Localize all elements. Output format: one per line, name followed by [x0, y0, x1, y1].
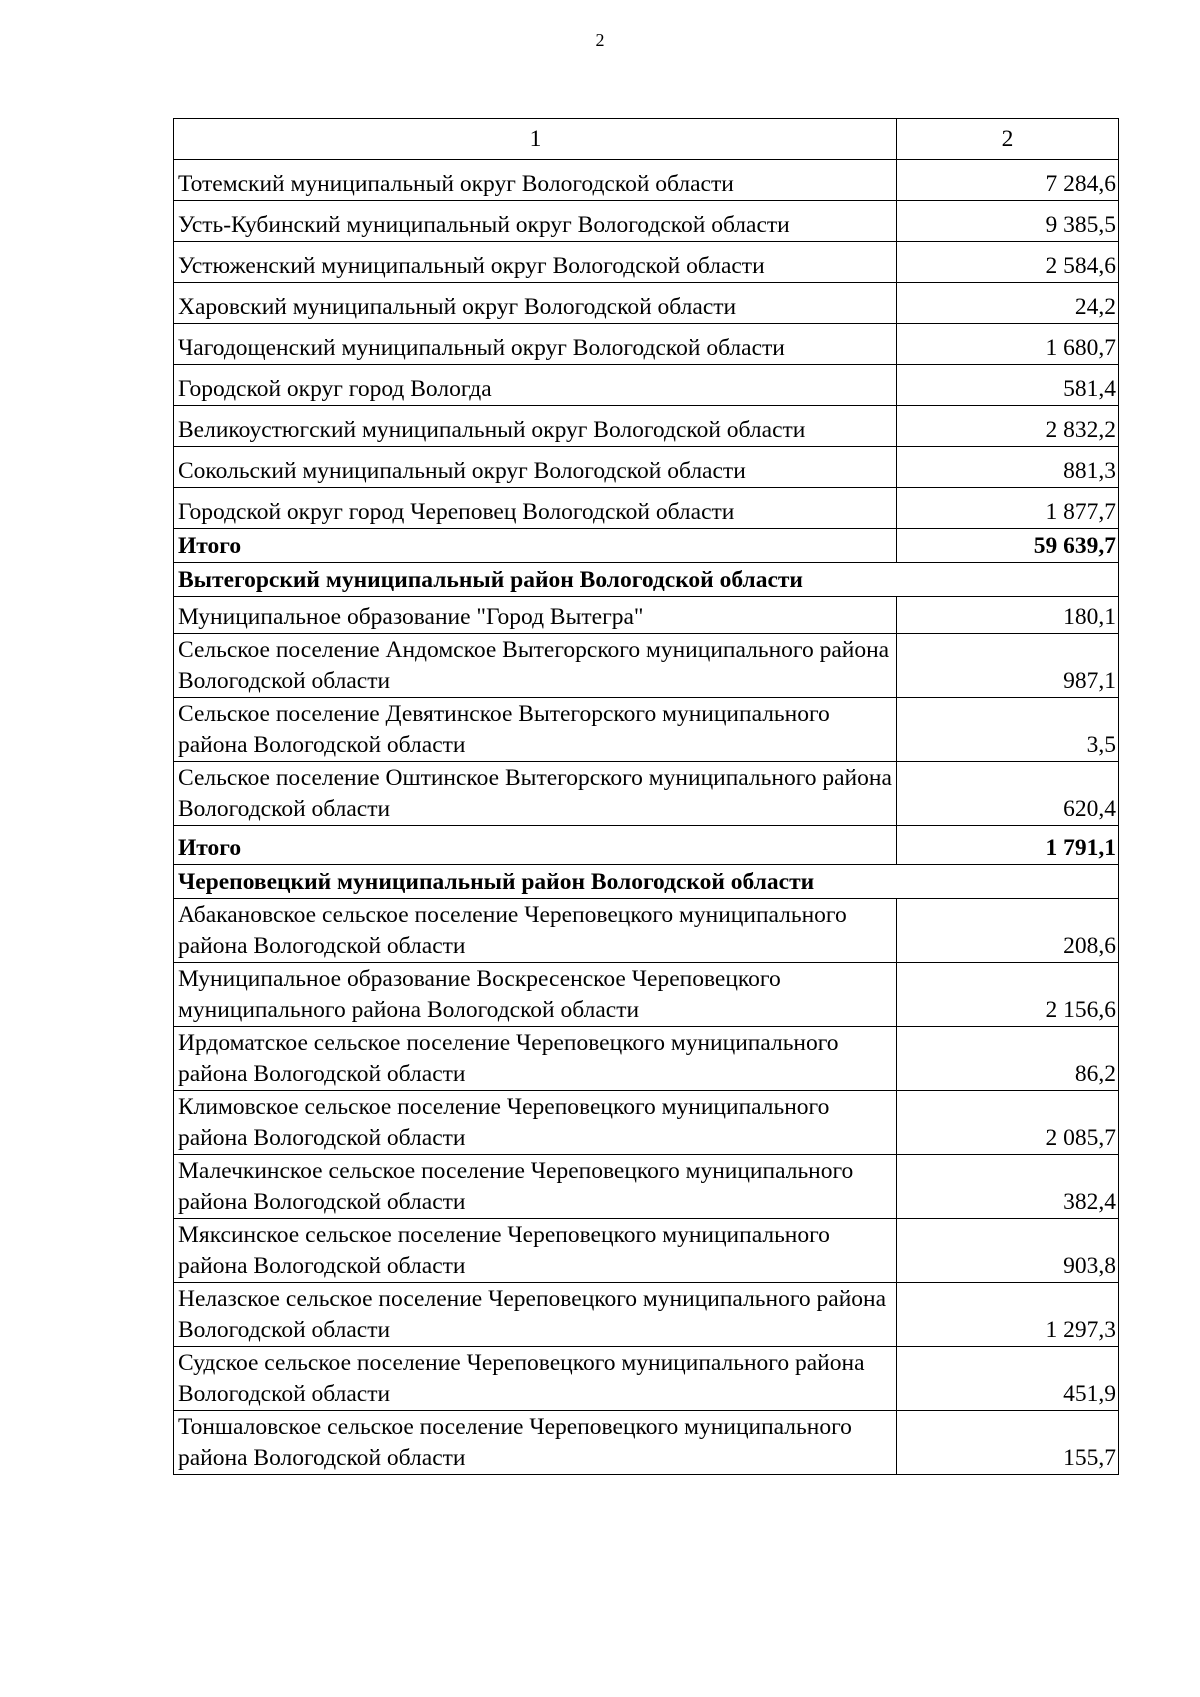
column-header-1: 1: [174, 119, 897, 160]
row-name: Нелазское сельское поселение Череповецкого муниципального района Вологодской области: [174, 1283, 897, 1347]
table-row: [174, 597, 1119, 634]
table-row: [174, 963, 1119, 1027]
row-value: 451,9: [897, 1347, 1119, 1411]
row-name: Сельское поселение Андомское Вытегорского муниципального района Вологодской области: [174, 634, 897, 698]
table-row: [174, 1283, 1119, 1347]
row-name: Судское сельское поселение Череповецкого муниципального района Вологодской области: [174, 1347, 897, 1411]
row-value: 208,6: [897, 899, 1119, 963]
total-row: [174, 529, 1119, 563]
row-value: 1 297,3: [897, 1283, 1119, 1347]
section-header-vytegra: [174, 563, 1119, 597]
row-value: 7 284,6: [897, 160, 1119, 201]
row-name: Муниципальное образование "Город Вытегра": [174, 597, 897, 634]
row-value: 2 832,2: [897, 406, 1119, 447]
row-name: Харовский муниципальный округ Вологодской области: [174, 283, 897, 324]
total-label: Итого: [174, 826, 897, 865]
row-value: 987,1: [897, 634, 1119, 698]
page-number: 2: [595, 30, 605, 50]
row-value: 620,4: [897, 762, 1119, 826]
section-title: Вытегорский муниципальный район Вологодской области: [174, 563, 1119, 597]
table-row: [174, 447, 1119, 488]
total-value: 1 791,1: [897, 826, 1119, 865]
table-row: [174, 324, 1119, 365]
table-row: [174, 1347, 1119, 1411]
row-value: 382,4: [897, 1155, 1119, 1219]
row-name: Городской округ город Вологда: [174, 365, 897, 406]
row-value: 903,8: [897, 1219, 1119, 1283]
row-value: 155,7: [897, 1411, 1119, 1475]
table-row: [174, 634, 1119, 698]
row-name: Устюженский муниципальный округ Вологодской области: [174, 242, 897, 283]
table-header-row: [174, 119, 1119, 160]
row-name: Тотемский муниципальный округ Вологодской области: [174, 160, 897, 201]
total-row: [174, 826, 1119, 865]
row-value: 2 085,7: [897, 1091, 1119, 1155]
row-name: Мяксинское сельское поселение Череповецкого муниципального района Вологодской области: [174, 1219, 897, 1283]
section-header-cherepovets: [174, 865, 1119, 899]
total-value: 59 639,7: [897, 529, 1119, 563]
row-value: 86,2: [897, 1027, 1119, 1091]
table-row: [174, 488, 1119, 529]
table-row: [174, 365, 1119, 406]
table-row: [174, 762, 1119, 826]
table-row: [174, 899, 1119, 963]
table-row: [174, 201, 1119, 242]
table-row: [174, 160, 1119, 201]
row-name: Ирдоматское сельское поселение Череповецкого муниципального района Вологодской области: [174, 1027, 897, 1091]
row-name: Климовское сельское поселение Череповецкого муниципального района Вологодской области: [174, 1091, 897, 1155]
row-value: 180,1: [897, 597, 1119, 634]
row-name: Малечкинское сельское поселение Череповецкого муниципального района Вологодской области: [174, 1155, 897, 1219]
row-name: Сокольский муниципальный округ Вологодской области: [174, 447, 897, 488]
row-value: 9 385,5: [897, 201, 1119, 242]
row-name: Тоншаловское сельское поселение Череповецкого муниципального района Вологодской области: [174, 1411, 897, 1475]
table-row: [174, 698, 1119, 762]
table-row: [174, 1411, 1119, 1475]
row-value: 2 156,6: [897, 963, 1119, 1027]
row-value: 581,4: [897, 365, 1119, 406]
row-value: 3,5: [897, 698, 1119, 762]
row-value: 2 584,6: [897, 242, 1119, 283]
row-value: 24,2: [897, 283, 1119, 324]
row-name: Великоустюгский муниципальный округ Вологодской области: [174, 406, 897, 447]
row-name: Усть-Кубинский муниципальный округ Вологодской области: [174, 201, 897, 242]
table-row: [174, 1027, 1119, 1091]
table-row: [174, 1091, 1119, 1155]
table-row: [174, 283, 1119, 324]
row-name: Городской округ город Череповец Вологодской области: [174, 488, 897, 529]
table-row: [174, 406, 1119, 447]
row-name: Сельское поселение Оштинское Вытегорского муниципального района Вологодской области: [174, 762, 897, 826]
allocation-table: [173, 118, 1119, 1475]
row-name: Чагодощенский муниципальный округ Вологодской области: [174, 324, 897, 365]
row-value: 1 877,7: [897, 488, 1119, 529]
column-header-2: 2: [897, 119, 1119, 160]
table-row: [174, 1219, 1119, 1283]
row-name: Абакановское сельское поселение Череповецкого муниципального района Вологодской области: [174, 899, 897, 963]
row-name: Сельское поселение Девятинское Вытегорского муниципального района Вологодской области: [174, 698, 897, 762]
row-value: 1 680,7: [897, 324, 1119, 365]
total-label: Итого: [174, 529, 897, 563]
table-row: [174, 242, 1119, 283]
section-title: Череповецкий муниципальный район Вологодской области: [174, 865, 1119, 899]
table-row: [174, 1155, 1119, 1219]
row-value: 881,3: [897, 447, 1119, 488]
row-name: Муниципальное образование Воскресенское Череповецкого муниципального района Вологодской области: [174, 963, 897, 1027]
